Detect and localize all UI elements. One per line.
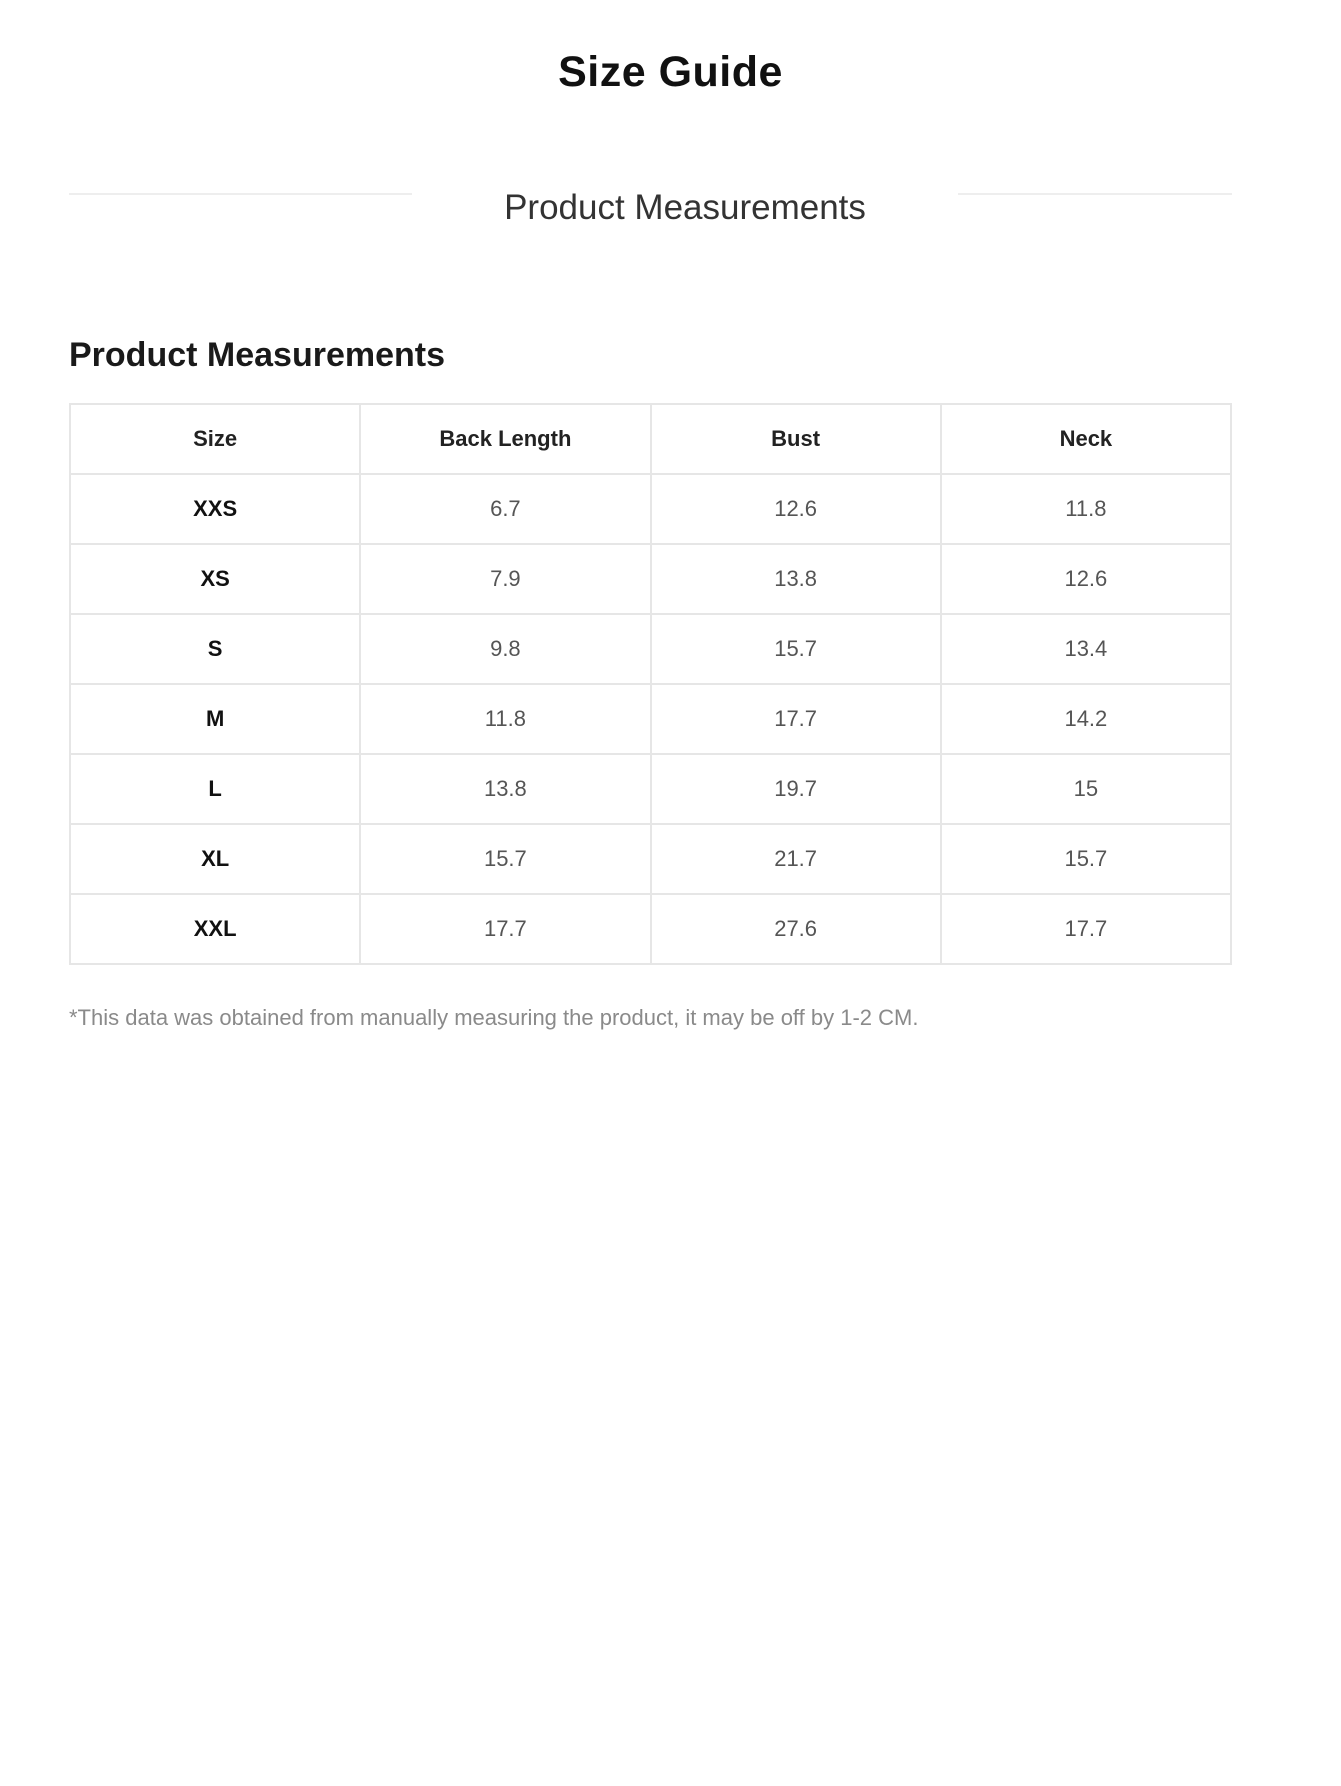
measurement-footnote: *This data was obtained from manually measuring the product, it may be off by 1-2 CM. [69,1005,919,1030]
table-row [70,894,1231,964]
neck-cell: 17.7 [941,894,1231,964]
bust-cell: 12.6 [651,474,941,544]
header-bust: Bust [651,404,941,474]
section-divider-left [69,193,412,195]
neck-cell: 12.6 [941,544,1231,614]
bust-cell: 19.7 [651,754,941,824]
bust-cell: 13.8 [651,544,941,614]
section-divider-right [958,193,1232,195]
back-length-cell: 6.7 [360,474,650,544]
bust-cell: 21.7 [651,824,941,894]
size-cell: XS [70,544,360,614]
size-cell: XXS [70,474,360,544]
bust-cell: 17.7 [651,684,941,754]
back-length-cell: 17.7 [360,894,650,964]
measurements-table [69,403,1232,965]
table-header-row [70,404,1231,474]
size-cell: M [70,684,360,754]
page-title: Size Guide [558,48,783,96]
back-length-cell: 9.8 [360,614,650,684]
bust-cell: 27.6 [651,894,941,964]
size-cell: L [70,754,360,824]
table-row [70,684,1231,754]
size-cell: S [70,614,360,684]
back-length-cell: 11.8 [360,684,650,754]
table-title: Product Measurements [69,336,445,374]
back-length-cell: 15.7 [360,824,650,894]
neck-cell: 13.4 [941,614,1231,684]
neck-cell: 11.8 [941,474,1231,544]
table-row [70,544,1231,614]
size-cell: XXL [70,894,360,964]
neck-cell: 15.7 [941,824,1231,894]
neck-cell: 15 [941,754,1231,824]
header-size: Size [70,404,360,474]
table-row [70,754,1231,824]
neck-cell: 14.2 [941,684,1231,754]
table-row [70,824,1231,894]
table-row [70,474,1231,544]
back-length-cell: 13.8 [360,754,650,824]
size-cell: XL [70,824,360,894]
header-neck: Neck [941,404,1231,474]
back-length-cell: 7.9 [360,544,650,614]
table-row [70,614,1231,684]
header-back-length: Back Length [360,404,650,474]
section-heading: Product Measurements [504,188,866,227]
bust-cell: 15.7 [651,614,941,684]
